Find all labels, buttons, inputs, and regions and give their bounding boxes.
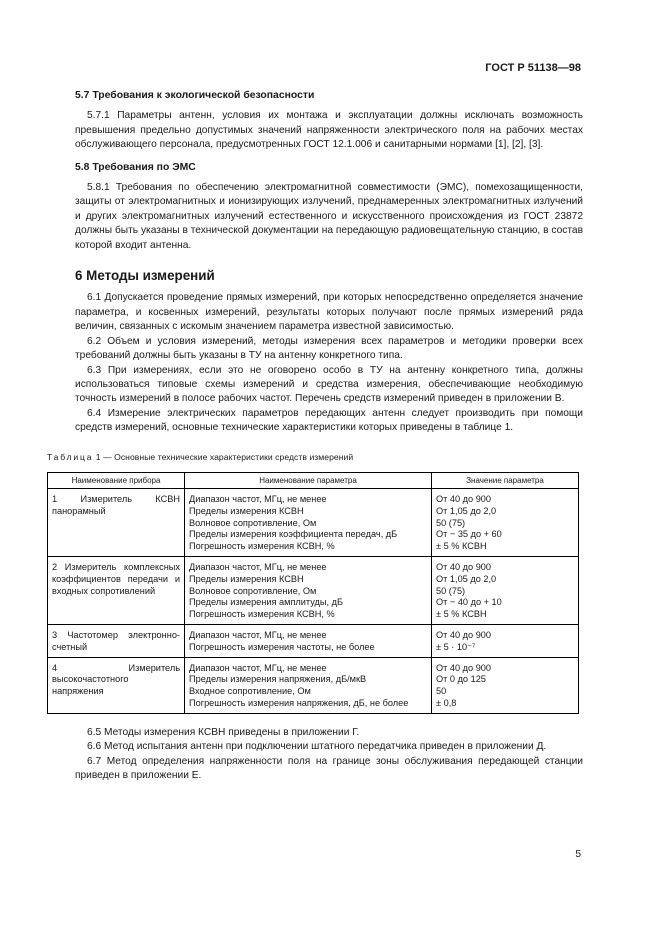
- document-code: ГОСТ Р 51138—98: [485, 62, 581, 74]
- params-cell: [185, 624, 432, 657]
- paragraph-6-1: 6.1 Допускается проведение прямых измерений, при которых непосредственно определяется значение параметра, и косвенных измерений, результаты которых получают после прямых измерений ряда величин, связанных с искомым значением параметра известной зависимостью.: [75, 292, 583, 333]
- value-line: 50 (75): [436, 517, 466, 528]
- value-line: ± 5 · 10⁻⁷: [436, 641, 476, 652]
- paragraph-5-8-1: 5.8.1 Требования по обеспечению электромагнитной совместимости (ЭМС), помехозащищенности, защиты от электромагнитных и ионизирующих излучений, преднамеренных электромагнитных излучений и других электромагнитных излучений естественного и искусственного происхождения из ГОСТ 23872 должны быть указаны в технической документации на передающую радиовещательную станцию, в состав которой входит антенна.: [75, 182, 583, 251]
- value-line: ± 5 % КСВН: [436, 541, 487, 552]
- param-line: Пределы измерения коэффициента передач, дБ: [189, 529, 398, 540]
- values-cell: [432, 657, 579, 713]
- value-line: От − 40 до + 10: [436, 597, 502, 608]
- param-line: Диапазон частот, МГц, не менее: [189, 493, 327, 504]
- value-line: 50: [436, 686, 447, 697]
- value-line: От 40 до 900: [436, 662, 492, 673]
- paragraph-6-2: 6.2 Объем и условия измерений, методы измерения всех параметров и методики проверки всех требований должны быть указаны в ТУ на антенну конкретного типа.: [75, 335, 583, 362]
- header-parameter-value: Значение параметра: [432, 472, 579, 488]
- param-line: Погрешность измерения КСВН, %: [189, 541, 335, 552]
- paragraph-6-3: 6.3 При измерениях, если это не оговорено особо в ТУ на антенну конкретного типа, должны использоваться типовые схемы измерений и средства измерения, обеспечивающие необходимую точность измерений в полосе рабочих частот. Перечень средств измерений приведен в приложении В.: [75, 364, 583, 405]
- value-line: От 40 до 900: [436, 629, 492, 640]
- param-line: Погрешность измерения напряжения, дБ, не более: [189, 697, 409, 708]
- value-line: ± 0,8: [436, 697, 457, 708]
- header-parameter-name: Наименование параметра: [185, 472, 432, 488]
- paragraph-6-6: 6.6 Метод испытания антенн при подключении штатного передатчика приведен в приложении Д.: [87, 741, 547, 753]
- value-line: От − 35 до + 60: [436, 529, 502, 540]
- device-cell: 2 Измеритель комплексных коэффициентов передачи и входных сопротивлений: [48, 556, 185, 624]
- param-line: Волновое сопротивление, Ом: [189, 517, 317, 528]
- param-line: Пределы измерения КСВН: [189, 505, 304, 516]
- value-line: От 0 до 125: [436, 674, 486, 685]
- table-row: [48, 624, 579, 657]
- params-cell: [185, 556, 432, 624]
- param-line: Диапазон частот, МГц, не менее: [189, 629, 327, 640]
- table-caption: [47, 450, 583, 464]
- param-line: Входное сопротивление, Ом: [189, 686, 311, 697]
- measurement-instruments-table: [47, 472, 579, 714]
- table-caption-text: 1 — Основные технические характеристики средств измерений: [93, 451, 354, 462]
- param-line: Диапазон частот, МГц, не менее: [189, 561, 327, 572]
- page-body: [47, 89, 583, 783]
- value-line: От 1,05 до 2,0: [436, 573, 497, 584]
- values-cell: [432, 488, 579, 556]
- paragraph-5-7-1: 5.7.1 Параметры антенн, условия их монтажа и эксплуатации должны исключать возможность превышения предельно допустимых значений напряженности электрического поля на рабочих местах обслуживающего персонала, предусмотренных ГОСТ 12.1.006 и санитарными нормами [1], [2], [3].: [75, 110, 583, 151]
- param-line: Волновое сопротивление, Ом: [189, 585, 317, 596]
- device-cell: 3 Частотомер электронно-счетный: [48, 624, 185, 657]
- table-caption-word: Таблица: [47, 451, 94, 462]
- section-5-7-title: 5.7 Требования к экологической безопасности: [75, 90, 315, 101]
- value-line: ± 5 % КСВН: [436, 609, 487, 620]
- value-line: От 1,05 до 2,0: [436, 505, 497, 516]
- device-cell: 1 Измеритель КСВН панорамный: [48, 488, 185, 556]
- param-line: Погрешность измерения КСВН, %: [189, 609, 335, 620]
- values-cell: [432, 556, 579, 624]
- table-header-row: [48, 472, 579, 488]
- values-cell: [432, 624, 579, 657]
- value-line: 50 (75): [436, 585, 466, 596]
- header-device-name: Наименование прибора: [48, 472, 185, 488]
- param-line: Пределы измерения амплитуды, дБ: [189, 597, 343, 608]
- param-line: Диапазон частот, МГц, не менее: [189, 662, 327, 673]
- table-row: [48, 488, 579, 556]
- page-number: 5: [575, 849, 581, 860]
- params-cell: [185, 657, 432, 713]
- params-cell: [185, 488, 432, 556]
- value-line: От 40 до 900: [436, 561, 492, 572]
- paragraph-6-4: 6.4 Измерение электрических параметров передающих антенн следует производить при помощи средств измерений, основные технические характеристики которых приведены в таблице 1.: [75, 407, 583, 434]
- paragraph-6-7: 6.7 Метод определения напряженности поля на границе зоны обслуживания передающей станции приведен в приложении Е.: [75, 755, 583, 781]
- section-6-title: 6 Методы измерений: [75, 268, 215, 284]
- table-row: [48, 556, 579, 624]
- section-5-8-title: 5.8 Требования по ЭМС: [75, 161, 196, 173]
- paragraph-6-5: 6.5 Методы измерения КСВН приведены в приложении Г.: [87, 726, 360, 738]
- param-line: Погрешность измерения частоты, не более: [189, 641, 375, 652]
- param-line: Пределы измерения КСВН: [189, 573, 304, 584]
- value-line: От 40 до 900: [436, 493, 492, 504]
- table-row: [48, 657, 579, 713]
- param-line: Пределы измерения напряжения, дБ/мкВ: [189, 674, 367, 685]
- device-cell: 4 Измеритель высокочастотного напряжения: [48, 657, 185, 713]
